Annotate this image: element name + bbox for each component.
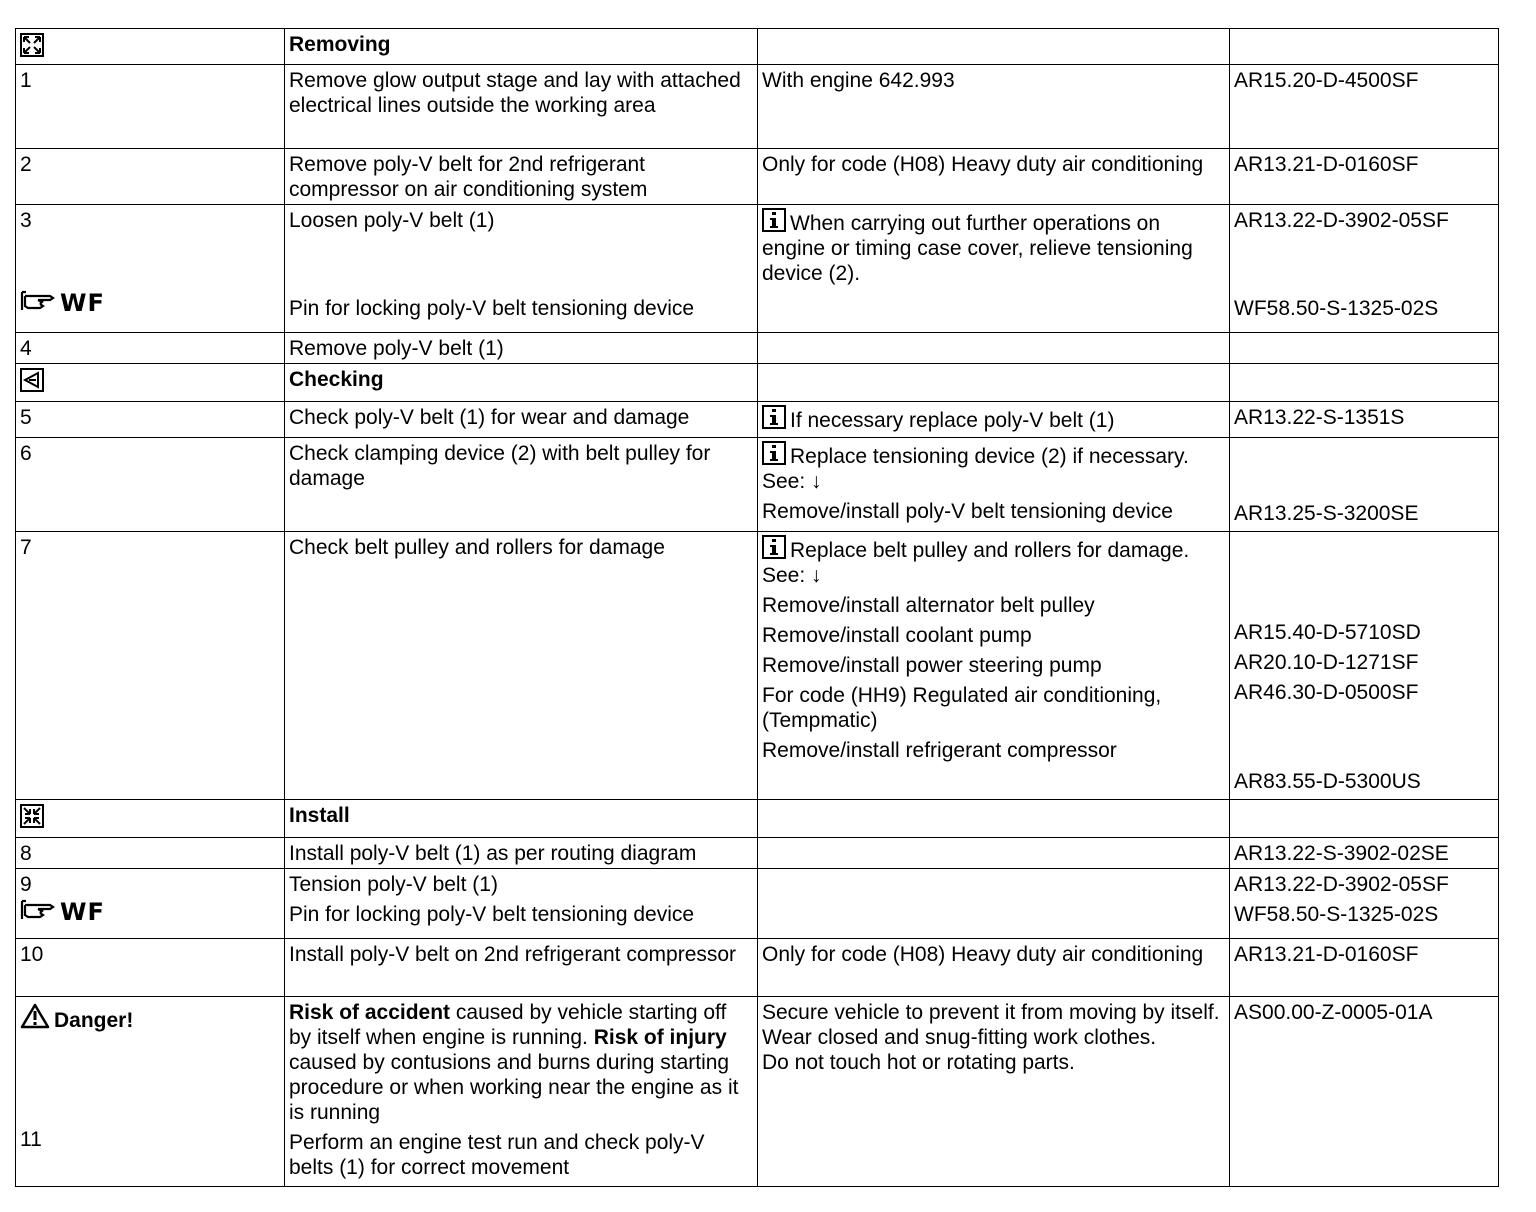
see-pointer: See: ↓ bbox=[762, 470, 822, 493]
step-action: Check clamping device (2) with belt pulley for damage bbox=[285, 438, 758, 532]
step-note: Replace tensioning device (2) if necessary. bbox=[790, 445, 1189, 468]
table-row bbox=[16, 65, 1499, 149]
table-row bbox=[16, 438, 1499, 532]
step-number: 4 bbox=[16, 333, 285, 364]
info-icon bbox=[762, 208, 786, 232]
step-number: 5 bbox=[16, 402, 285, 438]
table-row bbox=[16, 532, 1499, 800]
hand-pointer-icon bbox=[20, 288, 58, 312]
check-arrow-icon bbox=[20, 368, 44, 392]
wf-marker bbox=[20, 897, 280, 925]
info-icon bbox=[762, 405, 786, 429]
step-action: Install poly-V belt (1) as per routing diagram bbox=[285, 838, 758, 869]
table-row bbox=[16, 869, 1499, 939]
sub-operation: Remove/install poly-V belt tensioning device bbox=[762, 500, 1173, 523]
step-number: 7 bbox=[16, 532, 285, 800]
down-arrow-icon: ↓ bbox=[811, 470, 822, 493]
step-action: Check poly-V belt (1) for wear and damage bbox=[285, 402, 758, 438]
sub-operation: Remove/install alternator belt pulley bbox=[762, 594, 1095, 617]
wf-action: Pin for locking poly-V belt tensioning device bbox=[289, 297, 695, 320]
danger-note: Wear closed and snug-fitting work clothes. bbox=[762, 1026, 1157, 1049]
wf-marker bbox=[20, 288, 280, 316]
collapse-arrows-icon bbox=[20, 804, 44, 828]
step-number: 11 bbox=[20, 1128, 42, 1151]
sub-operation: Remove/install coolant pump bbox=[762, 624, 1032, 647]
section-title-removing: Removing bbox=[285, 29, 758, 65]
expand-arrows-icon bbox=[20, 33, 44, 57]
step-action: Remove glow output stage and lay with attached electrical lines outside the working area bbox=[285, 65, 758, 149]
step-reference: AR15.20-D-4500SF bbox=[1230, 65, 1499, 149]
step-number: 6 bbox=[16, 438, 285, 532]
step-note: If necessary replace poly-V belt (1) bbox=[790, 409, 1115, 432]
wf-reference: WF58.50-S-1325-02S bbox=[1234, 297, 1439, 320]
sub-reference: AR20.10-D-1271SF bbox=[1234, 651, 1419, 674]
step-number: 9 bbox=[20, 873, 32, 896]
step-number: 3 bbox=[20, 209, 32, 232]
table-row bbox=[16, 205, 1499, 333]
step-reference: AR13.21-D-0160SF bbox=[1230, 939, 1499, 997]
step-action: Remove poly-V belt for 2nd refrigerant compressor on air conditioning system bbox=[285, 149, 758, 205]
wf-reference: WF58.50-S-1325-02S bbox=[1234, 903, 1439, 926]
table-row bbox=[16, 838, 1499, 869]
wf-action: Pin for locking poly-V belt tensioning device bbox=[289, 903, 695, 926]
section-title-install: Install bbox=[285, 800, 758, 838]
table-row bbox=[16, 997, 1499, 1187]
section-row-removing bbox=[16, 29, 1499, 65]
step-note: With engine 642.993 bbox=[758, 65, 1230, 149]
step-action: Perform an engine test run and check poly-V belts (1) for correct movement bbox=[289, 1131, 705, 1179]
step-reference: AR13.22-D-3902-05SF bbox=[1234, 873, 1449, 896]
step-action: Check belt pulley and rollers for damage bbox=[285, 532, 758, 800]
step-reference: AR13.21-D-0160SF bbox=[1230, 149, 1499, 205]
wf-label: WF bbox=[60, 289, 105, 317]
step-number: 1 bbox=[16, 65, 285, 149]
risk-injury-text: caused by contusions and burns during starting procedure or when working near the engine as it is running bbox=[289, 1051, 739, 1124]
danger-label: Danger! bbox=[54, 1009, 134, 1032]
risk-accident-text: caused by vehicle starting off by itself when engine is running. bbox=[289, 1001, 727, 1049]
danger-reference: AS00.00-Z-0005-01A bbox=[1230, 997, 1499, 1187]
sub-operation: Remove/install power steering pump bbox=[762, 654, 1102, 677]
table-row bbox=[16, 333, 1499, 364]
sub-reference: AR13.25-S-3200SE bbox=[1234, 502, 1419, 525]
danger-marker bbox=[20, 1003, 280, 1035]
step-action: Loosen poly-V belt (1) bbox=[289, 209, 495, 232]
info-icon bbox=[762, 441, 786, 465]
danger-note: Secure vehicle to prevent it from moving by itself. bbox=[762, 1001, 1220, 1024]
hand-pointer-icon bbox=[20, 897, 58, 921]
step-note: Only for code (H08) Heavy duty air conditioning bbox=[758, 939, 1230, 997]
wf-label: WF bbox=[60, 898, 105, 926]
warning-triangle-icon bbox=[20, 1003, 50, 1029]
step-reference: AR13.22-S-3902-02SE bbox=[1230, 838, 1499, 869]
step-note: When carrying out further operations on engine or timing case cover, relieve tensioning device (2). bbox=[762, 212, 1193, 285]
step-action: Install poly-V belt on 2nd refrigerant compressor bbox=[285, 939, 758, 997]
step-number: 8 bbox=[16, 838, 285, 869]
risk-accident-label: Risk of accident bbox=[289, 1001, 451, 1024]
step-action: Remove poly-V belt (1) bbox=[285, 333, 758, 364]
step-reference: AR13.22-D-3902-05SF bbox=[1234, 209, 1449, 232]
table-row bbox=[16, 149, 1499, 205]
step-reference: AR13.22-S-1351S bbox=[1230, 402, 1499, 438]
step-action: Tension poly-V belt (1) bbox=[289, 873, 498, 896]
step-number: 10 bbox=[16, 939, 285, 997]
section-row-install bbox=[16, 800, 1499, 838]
step-note: Only for code (H08) Heavy duty air conditioning bbox=[758, 149, 1230, 205]
sub-reference: AR46.30-D-0500SF bbox=[1234, 681, 1419, 704]
sub-reference: AR15.40-D-5710SD bbox=[1234, 621, 1421, 644]
sub-operation: Remove/install refrigerant compressor bbox=[762, 739, 1117, 762]
info-icon bbox=[762, 535, 786, 559]
step-note: Replace belt pulley and rollers for damage. bbox=[790, 539, 1190, 562]
section-icon-cell bbox=[16, 29, 285, 65]
down-arrow-icon: ↓ bbox=[811, 564, 822, 587]
see-pointer: See: ↓ bbox=[762, 564, 822, 587]
code-note: For code (HH9) Regulated air conditioning, (Tempmatic) bbox=[762, 684, 1162, 732]
risk-injury-label: Risk of injury bbox=[593, 1026, 727, 1049]
procedure-table bbox=[15, 28, 1499, 1187]
sub-reference: AR83.55-D-5300US bbox=[1234, 770, 1421, 793]
section-title-checking: Checking bbox=[285, 364, 758, 402]
table-row bbox=[16, 402, 1499, 438]
section-row-checking bbox=[16, 364, 1499, 402]
table-row bbox=[16, 939, 1499, 997]
danger-text bbox=[289, 1001, 738, 1124]
danger-note: Do not touch hot or rotating parts. bbox=[762, 1051, 1075, 1074]
step-number: 2 bbox=[16, 149, 285, 205]
